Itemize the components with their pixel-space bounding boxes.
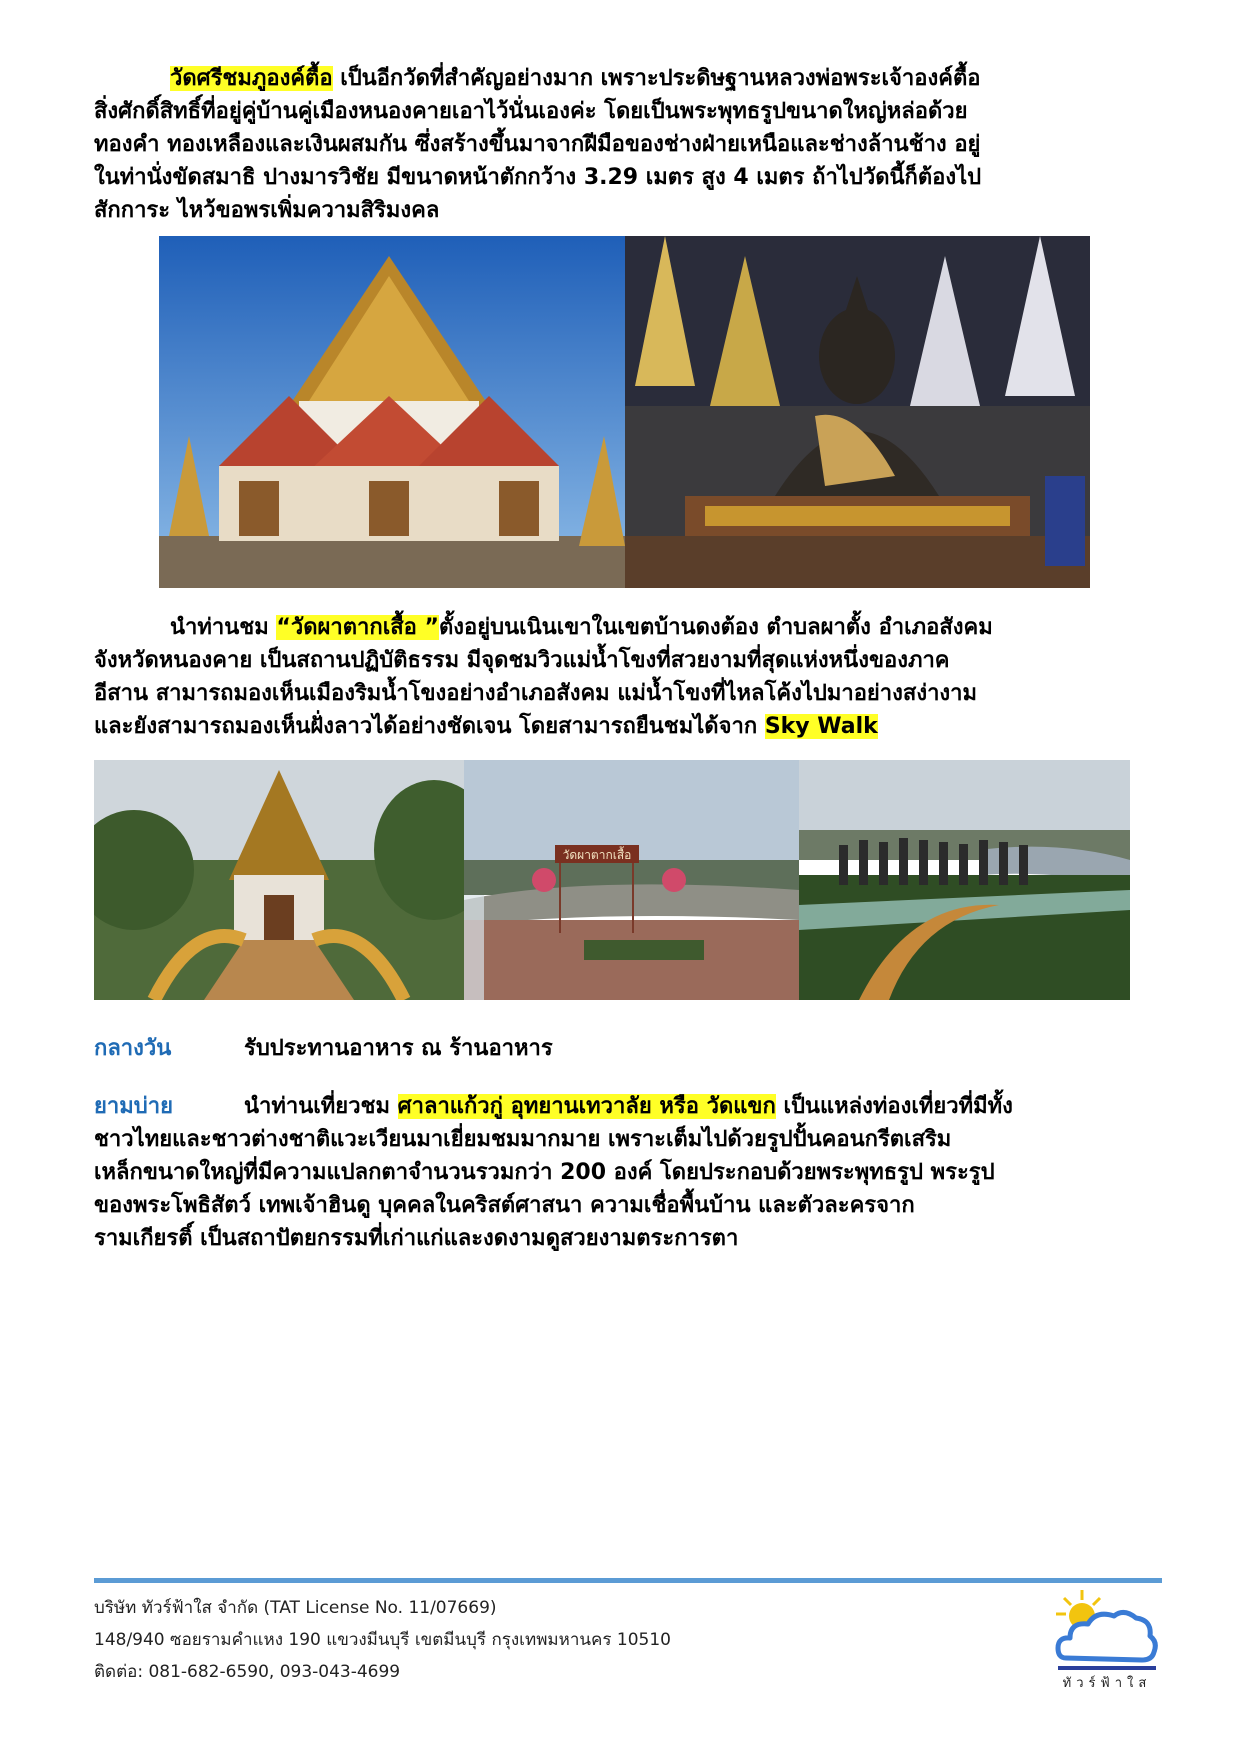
afternoon-line-2: ชาวไทยและชาวต่างชาติแวะเวียนมาเยี่ยมชมมากมาย เพราะเต็มไปด้วยรูปปั้นคอนกรีตเสริม <box>94 1127 952 1152</box>
logo-text: ทัวร์ฟ้าใส <box>1062 1676 1152 1691</box>
p1-line-3: ทองคำ ทองเหลืองและเงินผสมกัน ซึ่งสร้างขึ้นมาจากฝีมือของช่างฝ่ายเหนือและช่างล้านช้าง อยู่ <box>94 132 981 157</box>
afternoon-line-1-prefix: นำท่านเที่ยวชม <box>244 1094 398 1119</box>
footer-company: บริษัท ทัวร์ฟ้าใส จำกัด (TAT License No. 11/07669) <box>94 1598 497 1618</box>
lunch-label: กลางวัน <box>94 1036 172 1061</box>
p2-line-4-text: และยังสามารถมองเห็นฝั่งลาวได้อย่างชัดเจน โดยสามารถยืนชมได้จาก <box>94 714 765 739</box>
highlight-wat-si-chomphu: วัดศรีชมภูองค์ตื้อ <box>170 66 333 91</box>
p2-line-1 <box>94 611 1154 644</box>
afternoon-line-3: เหล็กขนาดใหญ่ที่มีความแปลกตาจำนวนรวมกว่า 200 องค์ โดยประกอบด้วยพระพุทธรูป พระรูป <box>94 1160 995 1185</box>
photo-hilltop-temple <box>94 760 464 1000</box>
p1-line-5: สักการะ ไหว้ขอพรเพิ่มความสิริมงคล <box>94 198 440 223</box>
afternoon-line-1-text: เป็นแหล่งท่องเที่ยวที่มีทั้ง <box>775 1094 1013 1119</box>
afternoon-label: ยามบ่าย <box>94 1094 173 1119</box>
photo-sky-walk <box>799 760 1130 1000</box>
schedule-lunch <box>94 1032 1154 1065</box>
paragraph-wat-si-chomphu <box>94 62 1154 227</box>
p1-line-2: สิ่งศักดิ์สิทธิ์ที่อยู่คู่บ้านคู่เมืองหนองคายเอาไว้นั่นเองค่ะ โดยเป็นพระพุทธรูปขนาดใหญ่หล่อด้วย <box>94 99 968 124</box>
p2-line-1-text: ตั้งอยู่บนเนินเขาในเขตบ้านดงต้อง ตำบลผาตั้ง อำเภอสังคม <box>438 615 993 640</box>
p1-line-4: ในท่านั่งขัดสมาธิ ปางมารวิชัย มีขนาดหน้าตักกว้าง 3.29 เมตร สูง 4 เมตร ถ้าไปวัดนี้ก็ต้องไป <box>94 165 982 190</box>
p2-line-4 <box>94 710 1154 743</box>
p2-line-3: อีสาน สามารถมองเห็นเมืองริมน้ำโขงอย่างอำเภอสังคม แม่น้ำโขงที่ไหลโค้งไปมาอย่างสง่างาม <box>94 681 978 706</box>
lunch-text: รับประทานอาหาร ณ ร้านอาหาร <box>244 1036 553 1061</box>
footer <box>94 1592 671 1688</box>
photo-buddha-interior <box>625 236 1090 588</box>
p2-line-2: จังหวัดหนองคาย เป็นสถานปฏิบัติธรรม มีจุดชมวิวแม่น้ำโขงที่สวยงามที่สุดแห่งหนึ่งของภาค <box>94 648 950 673</box>
afternoon-line-1 <box>94 1090 1154 1123</box>
p1-line-1-text: เป็นอีกวัดที่สำคัญอย่างมาก เพราะประดิษฐานหลวงพ่อพระเจ้าองค์ตื้อ <box>332 66 981 91</box>
afternoon-line-4: ของพระโพธิสัตว์ เทพเจ้าฮินดู บุคคลในคริสต์ศาสนา ความเชื่อพื้นบ้าน และตัวละครจาก <box>94 1193 915 1218</box>
highlight-sky-walk: Sky Walk <box>764 714 878 739</box>
photo-sign-text: วัดผาตากเสื้อ <box>562 848 632 862</box>
schedule-afternoon <box>94 1090 1154 1255</box>
footer-address: 148/940 ซอยรามคำแหง 190 แขวงมีนบุรี เขตมีนบุรี กรุงเทพมหานคร 10510 <box>94 1630 671 1650</box>
p2-line-1-prefix: นำท่านชม <box>170 615 277 640</box>
afternoon-line-5: รามเกียรติ์ เป็นสถาปัตยกรรมที่เก่าแก่และงดงามดูสวยงามตระการตา <box>94 1226 739 1251</box>
paragraph-wat-pha-tak-suea <box>94 611 1154 743</box>
lunch-line <box>94 1032 1154 1065</box>
photo-mekong-viewpoint <box>464 760 799 1000</box>
footer-divider <box>94 1578 1162 1583</box>
footer-contact: ติดต่อ: 081-682-6590, 093-043-4699 <box>94 1662 401 1682</box>
photo-temple-exterior <box>159 236 625 588</box>
highlight-wat-pha-tak-suea: “วัดผาตากเสื้อ ” <box>276 615 439 640</box>
highlight-sala-kaew-ku: ศาลาแก้วกู่ อุทยานเทวาลัย หรือ วัดแขก <box>397 1094 776 1119</box>
p1-line-1 <box>94 62 1154 95</box>
